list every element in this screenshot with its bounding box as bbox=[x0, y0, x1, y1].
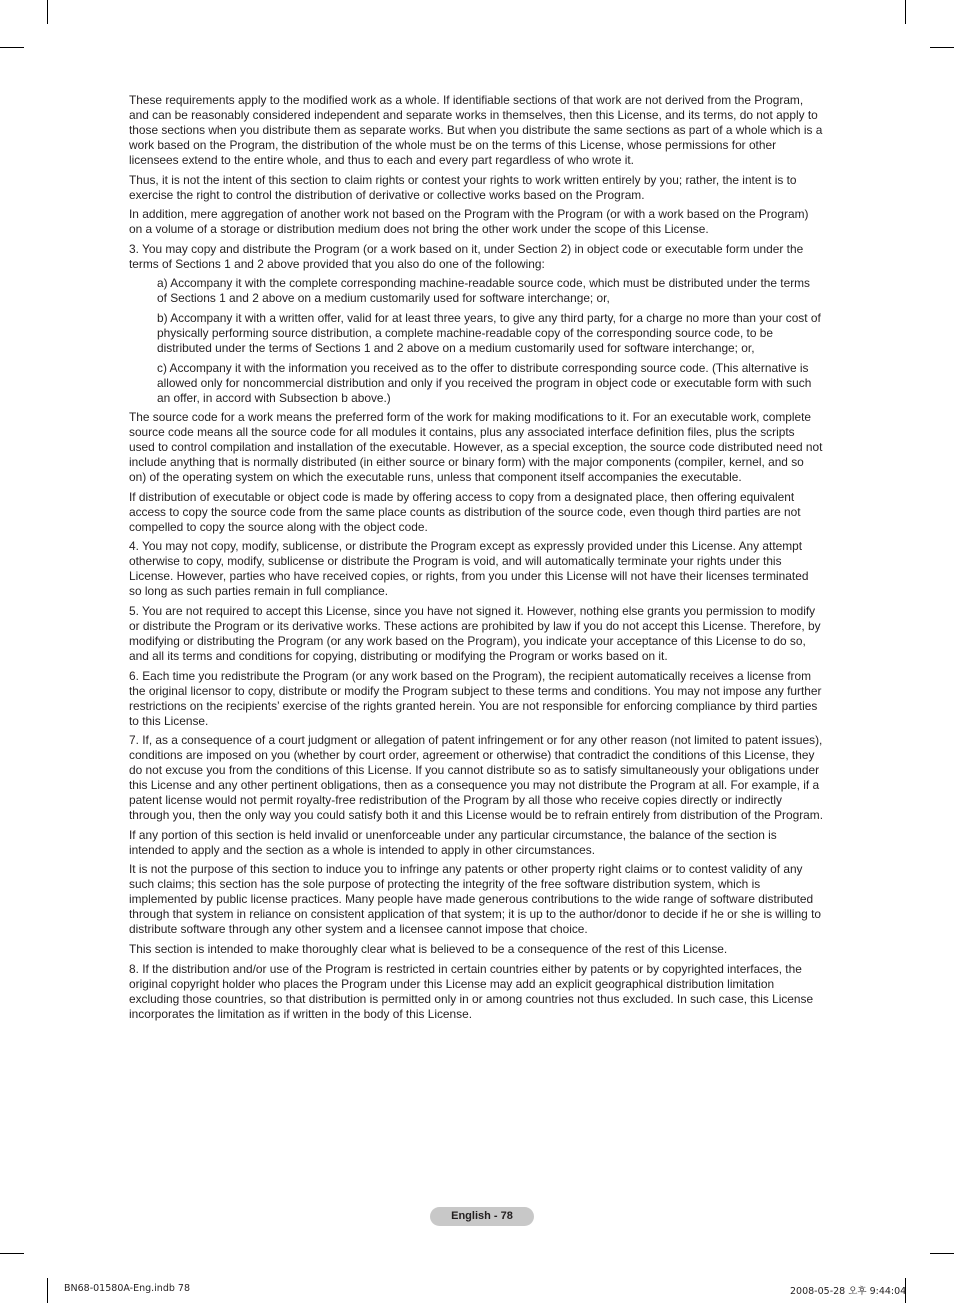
crop-mark-bottom-left bbox=[47, 1278, 48, 1303]
print-timestamp: 2008-05-28 오후 9:44:04 bbox=[790, 1286, 907, 1297]
crop-mark-top-left-h bbox=[0, 47, 24, 48]
paragraph-section-4: 4. You may not copy, modify, sublicense, or distribute the Program except as expressly provided under this License. Any attempt otherwise to copy, modify, sublicense or distribute the Program is void, and will automatically terminate your rights under this License. However, parties who have received copies, or rights, from you under this License will not have their licenses terminated so long as such parties remain in full compliance. bbox=[129, 539, 809, 599]
crop-mark-bottom-left-h bbox=[0, 1253, 24, 1254]
paragraph-section-7: 7. If, as a consequence of a court judgment or allegation of patent infringement or for any other reason (not limited to patent issues), conditions are imposed on you (whether by court order, agreement or otherwise) that contradict the conditions of this License, they do not excuse you from the conditions of this License. If you cannot distribute so as to satisfy simultaneously your obligations under this License and any other pertinent obligations, then as a consequence you may not distribute the Program at all. For example, if a patent license would not permit royalty-free redistribution of the Program by all those who receive copies directly or indirectly through you, then the only way you could satisfy both it and this License would be to refrain entirely from distribution of the Program. bbox=[129, 733, 823, 823]
paragraph-intent: Thus, it is not the intent of this section to claim rights or contest your rights to work written entirely by you; rather, the intent is to exercise the right to control the distribution of derivative or collective works based on the Program. bbox=[129, 172, 797, 202]
paragraph-aggregation: In addition, mere aggregation of another work not based on the Program with the Program (or with a work based on the Program) on a volume of a storage or distribution medium does not bring the other work under the scope of this License. bbox=[129, 207, 809, 237]
page-number-badge: English - 78 bbox=[430, 1207, 534, 1226]
crop-mark-top-right bbox=[905, 0, 906, 24]
paragraph-section-3c: c) Accompany it with the information you received as to the offer to distribute corresponding source code. (This alternative is allowed only for noncommercial distribution and only if you received the program in object code or executable form with such an offer, in accord with Subsection b above.) bbox=[157, 360, 812, 405]
paragraph-section-3b: b) Accompany it with a written offer, valid for at least three years, to give any third party, for a charge no more than your cost of physically performing source distribution, a complete machine-readable copy of the corresponding source code, to be distributed under the terms of Sections 1 and 2 above on a medium customarily used for software interchange; or, bbox=[157, 310, 821, 355]
paragraph-clarity: This section is intended to make thoroughly clear what is believed to be a consequence of the rest of this License. bbox=[129, 941, 728, 956]
crop-mark-bottom-right-h bbox=[930, 1253, 954, 1254]
paragraph-section-8: 8. If the distribution and/or use of the Program is restricted in certain countries either by patents or by copyrighted interfaces, the original copyright holder who places the Program under this License may add an explicit geographical distribution limitation excluding those countries, so that distribution is permitted only in or among countries not thus excluded. In such case, this License incorporates the limitation as if written in the body of this License. bbox=[129, 961, 814, 1021]
crop-mark-top-left bbox=[47, 0, 48, 24]
paragraph-section-3: 3. You may copy and distribute the Program (or a work based on it, under Section 2) in object code or executable form under the terms of Sections 1 and 2 above provided that you also do one of the following: bbox=[129, 241, 804, 271]
paragraph-object-code: If distribution of executable or object code is made by offering access to copy from a designated place, then offering equivalent access to copy the source code from the same place counts as distribution of the source code, even though third parties are not compelled to copy the source along with the object code. bbox=[129, 489, 801, 534]
paragraph-section-5: 5. You are not required to accept this License, since you have not signed it. However, nothing else grants you permission to modify or distribute the Program or its derivative works. These actions are prohibited by law if you do not accept this License. Therefore, by modifying or distributing the Program (or any work based on the Program), you indicate your acceptance of this License to do so, and all its terms and conditions for copying, distributing or modifying the Program or works based on it. bbox=[129, 603, 821, 663]
license-text-body bbox=[129, 93, 823, 1026]
paragraph-purpose: It is not the purpose of this section to induce you to infringe any patents or other property right claims or to contest validity of any such claims; this section has the sole purpose of protecting the integrity of the free software distribution system, which is implemented by public license practices. Many people have made generous contributions to the wide range of software distributed through that system in reliance on consistent application of that system; it is up to the author/donor to decide if he or she is willing to distribute software through any other system and a licensee cannot impose that choice. bbox=[129, 862, 822, 937]
paragraph-source-code: The source code for a work means the preferred form of the work for making modifications to it. For an executable work, complete source code means all the source code for all modules it contains, plus any associated interface definition files, plus the scripts used to control compilation and installation of the executable. However, as a special exception, the source code distributed need not include anything that is normally distributed (in either source or binary form) with the major components (compiler, kernel, and so on) of the operating system on which the executable runs, unless that component itself accompanies the executable. bbox=[129, 410, 823, 485]
file-info: BN68-01580A-Eng.indb 78 bbox=[64, 1283, 190, 1294]
crop-mark-top-right-h bbox=[930, 47, 954, 48]
paragraph-invalid-portion: If any portion of this section is held invalid or unenforceable under any particular circumstance, the balance of the section is intended to apply and the section as a whole is intended to apply in other circumstances. bbox=[129, 827, 777, 857]
paragraph-modified-work: These requirements apply to the modified work as a whole. If identifiable sections of that work are not derived from the Program, and can be reasonably considered independent and separate works in themselves, then this License, and its terms, do not apply to those sections when you distribute them as separate works. But when you distribute the same sections as part of a whole which is a work based on the Program, the distribution of the whole must be on the terms of this License, whose permissions for other licensees extend to the entire whole, and thus to each and every part regardless of who wrote it. bbox=[129, 93, 823, 167]
paragraph-section-3a: a) Accompany it with the complete corresponding machine-readable source code, which must be distributed under the terms of Sections 1 and 2 above on a medium customarily used for software interchange; or, bbox=[157, 276, 811, 306]
paragraph-section-6: 6. Each time you redistribute the Program (or any work based on the Program), the recipient automatically receives a license from the original licensor to copy, distribute or modify the Program subject to these terms and conditions. You may not impose any further restrictions on the recipients’ exercise of the rights granted herein. You are not responsible for enforcing compliance by third parties to this License. bbox=[129, 668, 822, 728]
